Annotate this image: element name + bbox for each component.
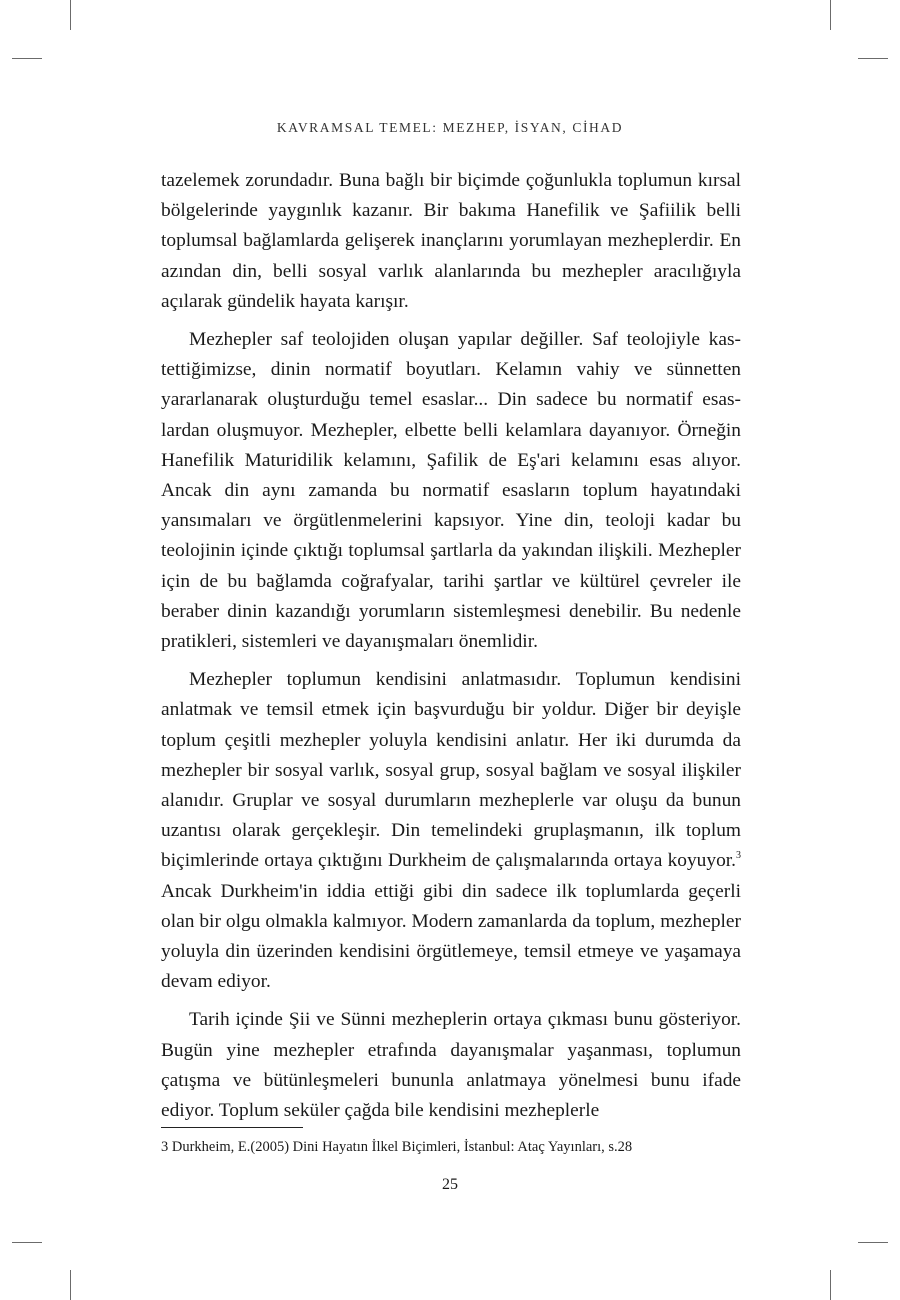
paragraph-4: Tarih içinde Şii ve Sünni mezheplerin ortaya çıkması bunu gösteriyor. Bugün yine mezhepler etrafında dayanışmalar yaşanması, toplumun çatışma ve bütünleşmeleri bununla anlatmaya yönelmesi bunu ifade ediyor. Toplum seküler çağda bile kendisini mezheplerle: [161, 1009, 741, 1122]
paragraph-2: Mezhepler saf teolojiden oluşan yapılar değiller. Saf teolojiyle kastettiğimizse, dinin normatif boyutları. Kelamın vahiy ve sünnetten yararlanarak oluşturduğu temel esaslar... Din sadece bu normatif esaslardan oluşmuyor. Mezhepler, elbette belli kelamlara dayanıyor. Örneğin Hanefilik Maturidilik kelamını, Şafilik de Eş'ari kelamını esas alıyor. Ancak din aynı zamanda bu normatif esasların toplum hayatındaki yansımaları ve örgütlenmelerini kapsıyor. Yine din, teoloji kadar bu teolojinin içinde çıktığı toplumsal şartlarla da yakından ilişkili. Mezhepler için de bu bağlamda coğrafyalar, tarihi şartlar ve kültürel çevreler ile beraber dinin kazandığı yorumların sistemleşmesi denebilir. Bu nedenle pratikleri, sistemleri ve dayanışmaları önemlidir.: [161, 329, 741, 653]
crop-mark-bottom-left: [70, 1270, 71, 1300]
footnote-divider: [161, 1127, 303, 1128]
crop-mark-right-bottom: [858, 1242, 888, 1243]
paragraph-3-continuation: Ancak Durkheim'in iddia ettiği gibi din sadece ilk toplumlarda geçerli olan bir olgu olmakla kalmıyor. Modern zamanlarda da toplum, mezhepler yoluyla din üzerinden kendisini örgütlemeye, temsil etmeye ve yaşamaya devam ediyor.: [161, 880, 741, 993]
paragraph-3: [161, 665, 741, 997]
paragraph-1: tazelemek zorundadır. Buna bağlı bir biçimde çoğunlukla toplumun kırsal bölgelerinde yaygınlık kazanır. Bir bakıma Hanefilik ve Şafiilik belli toplumsal bağlamlarda gelişerek inançlarını yorumlayan mezheplerdir. En azından din, belli sosyal varlık alanlarında bu mezhepler aracılığıyla açılarak gündelik hayata karışır.: [161, 170, 741, 312]
crop-mark-left-top: [12, 58, 42, 59]
crop-mark-bottom-right: [830, 1270, 831, 1300]
crop-mark-left-bottom: [12, 1242, 42, 1243]
running-header: KAVRAMSAL TEMEL: MEZHEP, İSYAN, CİHAD: [276, 120, 624, 135]
crop-mark-right-top: [858, 58, 888, 59]
body-text: [161, 166, 741, 1134]
crop-mark-top-right: [830, 0, 831, 30]
footnote: 3 Durkheim, E.(2005) Dini Hayatın İlkel Biçimleri, İstanbul: Ataç Yayınları, s.28: [161, 1139, 633, 1155]
footnote-reference[interactable]: 3: [736, 850, 741, 862]
page-number: 25: [442, 1176, 458, 1193]
paragraph-3-text: Mezhepler toplumun kendisini anlatmasıdır. Toplumun kendisini anlatmak ve temsil etmek için başvurduğu bir yoldur. Diğer bir deyişle toplum çeşitli mezhepler yoluyla kendisini anlatır. Her iki durumda da mezhepler bir sosyal varlık, sosyal grup, sosyal bağlam ve sosyal ilişkiler alanıdır. Gruplar ve sosyal durumların mezheplerle var oluşu da bunun uzantısı olarak gerçekleşir. Din temelindeki gruplaşmanın, ilk toplum biçimlerinde ortaya çıktığını Durkheim de çalışmalarında ortaya koyuyor.: [161, 669, 741, 872]
crop-mark-top-left: [70, 0, 71, 30]
